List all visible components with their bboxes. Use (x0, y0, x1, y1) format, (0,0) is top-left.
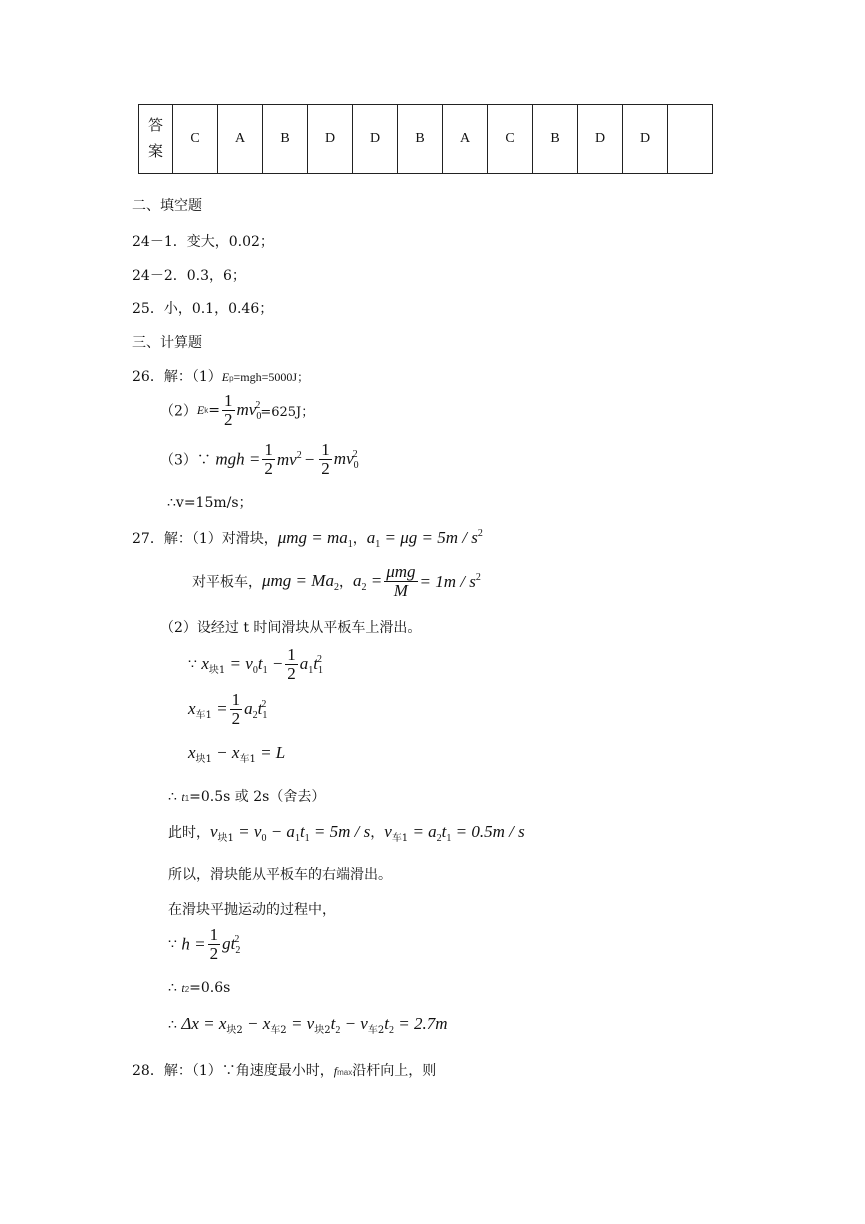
q28-label: 28．解：（1）∵角速度最小时， (132, 1063, 334, 1079)
section-fill-in-heading: 二、填空题 (132, 198, 202, 214)
q27-h-eq (168, 926, 239, 963)
eq-a: = a (408, 822, 437, 841)
q27-eq1b-sup: 2 (477, 528, 483, 539)
q27-eq1a-text: μmg = ma (277, 528, 348, 547)
answer-24-1: 24－1．变大，0.02； (132, 234, 274, 250)
q26-label: 26．解：（1） (132, 369, 222, 385)
a-sub: 1 (294, 833, 300, 844)
q27-eq2-fraction (384, 563, 417, 600)
q27-xb1 (201, 653, 284, 676)
q27-line-1 (132, 528, 483, 550)
q26-ek-sub: k (204, 406, 209, 415)
fraction-denominator: 2 (287, 664, 296, 683)
q26-mv02-sup: 2 (352, 448, 358, 460)
fraction-denominator: 2 (224, 410, 233, 429)
q27-diff (188, 743, 286, 765)
a-var: a (244, 698, 253, 718)
q27-line-2 (192, 563, 481, 600)
answer-cell: C (173, 105, 218, 174)
q26-v0-sub: 0 (256, 410, 262, 422)
q27-x-car-eq (188, 691, 266, 728)
q26-ep-value: =mgh=5000J； (233, 370, 310, 384)
answer-cell: B (398, 105, 443, 174)
t-var: t (384, 1014, 389, 1033)
therefore: ∴ (168, 789, 182, 805)
fraction-denominator: 2 (264, 459, 273, 478)
q26-line-2 (160, 392, 314, 429)
q27-v-block (210, 822, 371, 844)
answer-cell: D (578, 105, 623, 174)
q27-a1t1sq (299, 653, 324, 676)
x-var: x (188, 698, 196, 718)
q27-eq2b-eq: = (366, 570, 383, 590)
q27-eq1b (366, 528, 483, 550)
q26-p2-label: （2） (160, 403, 197, 420)
at-this-time: 此时， (168, 825, 210, 841)
fraction-denominator: 2 (321, 459, 330, 478)
q27-eq1a (277, 528, 353, 550)
therefore: ∴ (168, 1017, 182, 1033)
q26-v0-sup: 2 (255, 399, 261, 411)
q27-comma: ， (352, 531, 367, 547)
t-sup: 2 (317, 653, 323, 665)
q27-t1-result (168, 786, 325, 806)
q26-mgh: mgh = (215, 449, 261, 469)
t-sup: 2 (261, 698, 267, 710)
minus-a: − a (266, 822, 295, 841)
t-sub: 1 (262, 664, 268, 676)
fraction-numerator: 1 (231, 690, 241, 709)
t-sub: 2 (184, 985, 190, 994)
f-sub: max (337, 1068, 353, 1077)
answer-cell: D (353, 105, 398, 174)
fraction-denominator: M (393, 581, 408, 600)
x-sub: 块2 (226, 1025, 243, 1036)
q26-p3-label: （3）∵ (160, 452, 211, 469)
q27-velocity-line (168, 822, 525, 844)
t-var: t (299, 822, 305, 841)
v-sub: 车2 (367, 1025, 385, 1036)
answer-cell: B (263, 105, 308, 174)
q27-xc1 (188, 698, 228, 721)
q28-rest: 沿杆向上，则 (352, 1063, 437, 1079)
t-sub: 2 (335, 1025, 341, 1036)
answer-table (138, 104, 713, 174)
q27-eq2-result (420, 572, 481, 591)
x-var: x (188, 743, 196, 762)
q27-label: 27．解：（1）对滑块， (132, 531, 278, 547)
minus-x: − x (211, 743, 240, 762)
eq-v: = v (286, 1014, 315, 1033)
half-fraction (285, 646, 298, 683)
x-sub: 块1 (195, 754, 212, 765)
minus-v: − v (340, 1014, 368, 1033)
q26-half-fraction (319, 441, 332, 478)
section-calc-heading: 三、计算题 (132, 335, 202, 351)
q26-line-3 (160, 441, 358, 478)
q27-eq2-rest: = 1m / s (419, 571, 476, 591)
because-symbol: ∵ (188, 656, 197, 673)
because-symbol: ∵ (168, 936, 182, 953)
q27-comma: ， (338, 574, 353, 591)
dx-text: Δx = x (181, 1014, 227, 1033)
comma: ， (370, 825, 385, 841)
q27-t2-result (168, 980, 230, 996)
dx-result: = 2.7m (393, 1014, 448, 1033)
t2-value: =0.6s (189, 980, 231, 996)
eq-text: = v (233, 822, 262, 841)
fraction-numerator: 1 (321, 440, 330, 459)
x-sub: 车1 (195, 709, 212, 721)
q26-ek-eq: = (208, 402, 220, 419)
header-char-2: 案 (147, 144, 163, 160)
q27-conclusion: 所以，滑块能从平板车的右端滑出。 (168, 867, 392, 883)
fraction-numerator: 1 (264, 440, 273, 459)
f-symbol: f (333, 1064, 338, 1078)
x-var: x (201, 653, 209, 673)
t-var: t (181, 981, 185, 995)
fraction-numerator: 1 (224, 391, 233, 410)
q27-eq1b-a: a (366, 528, 376, 547)
t-sub: 1 (304, 833, 310, 844)
q26-mv2 (277, 450, 302, 469)
half-fraction (208, 926, 221, 963)
t-sub: 2 (235, 944, 241, 956)
q26-ek-value: =625J； (260, 405, 315, 420)
q27-eq2a-text: μmg = Ma (262, 570, 334, 590)
q27-diff-eq (188, 743, 285, 765)
v-var: v (384, 822, 392, 841)
q26-minus: − (304, 449, 315, 469)
x-sub: 车1 (239, 754, 256, 765)
gt-text: gt (222, 933, 236, 953)
a-sub: 2 (436, 833, 442, 844)
answer-row (139, 105, 713, 174)
t-var: t (257, 698, 263, 718)
q27-eq2a (262, 570, 339, 593)
q27-eq2-sup: 2 (475, 571, 481, 583)
t-sub: 1 (446, 833, 452, 844)
q26-ep-symbol: E (221, 370, 230, 384)
t-sub: 1 (262, 709, 268, 721)
v-sub: 车1 (391, 833, 409, 844)
v-block-result: = 5m / s (309, 822, 371, 841)
q27-eq2b (352, 570, 383, 593)
q27-eq2b-sub: 2 (361, 581, 367, 593)
answer-header-cell (139, 105, 173, 174)
q28-line-1 (132, 1060, 436, 1080)
q27-x-block-eq (188, 646, 322, 683)
h-eq: h = (181, 934, 206, 954)
v0-sub: 0 (252, 664, 258, 676)
q27-eq1b-rest: = μg = 5m / s (380, 528, 478, 547)
t-sub: 1 (184, 794, 190, 803)
q27-dx-eq (181, 1014, 448, 1036)
answer-cell: B (533, 105, 578, 174)
q26-mv02-sub: 0 (353, 459, 359, 471)
q27-part-2: （2）设经过 t 时间滑块从平板车上滑出。 (160, 620, 422, 636)
fraction-denominator: 2 (231, 709, 241, 728)
t-var: t (257, 653, 263, 673)
q26-half-fraction (262, 441, 275, 478)
q26-ep-sub: p (229, 374, 234, 383)
v-sub: 块2 (314, 1025, 331, 1036)
v0-sub: 0 (261, 833, 267, 844)
q27-eq1a-sub: 1 (347, 539, 353, 550)
answer-cell: D (308, 105, 353, 174)
t-sub: 1 (318, 664, 324, 676)
t-var: t (330, 1014, 336, 1033)
q26-result: ∴v=15m/s； (167, 495, 253, 511)
q26-ek-symbol: E (196, 403, 205, 417)
answer-cell: A (443, 105, 488, 174)
a-sub: 1 (308, 664, 314, 676)
q27-eq2b-a: a (352, 570, 362, 590)
eq-L: = L (255, 743, 286, 762)
q26-mv02 (333, 448, 359, 471)
minus: − (267, 653, 284, 673)
x-sub: 块1 (208, 664, 226, 676)
v-sub: 块1 (217, 833, 234, 844)
q26-mv2-sup: 2 (296, 449, 302, 461)
t-var: t (313, 653, 319, 673)
q27-dx-line (168, 1014, 447, 1036)
q27-a2t1sq (244, 698, 268, 721)
t1-value: =0.5s 或 2s（舍去） (189, 789, 326, 805)
q27-eq1b-sub: 1 (375, 539, 381, 550)
t-var: t (441, 822, 447, 841)
q27-projectile-intro: 在滑块平抛运动的过程中， (168, 902, 336, 918)
answer-25: 25．小，0.1，0.46； (132, 301, 274, 317)
answer-cell: C (488, 105, 533, 174)
v-car-result: = 0.5m / s (451, 822, 525, 841)
q26-mv (236, 399, 262, 422)
x-sub: 车2 (270, 1025, 287, 1036)
half-fraction (230, 691, 243, 728)
answer-cell: D (623, 105, 668, 174)
a-sub: 2 (252, 709, 258, 721)
minus-x: − x (242, 1014, 271, 1033)
v-var: v (210, 822, 218, 841)
t-sup: 2 (234, 933, 240, 945)
eq-text: = (211, 698, 228, 718)
a-var: a (299, 653, 309, 673)
q27-gt2 (222, 933, 241, 956)
t-var: t (181, 790, 185, 804)
q27-v-car (384, 822, 525, 844)
fraction-numerator: 1 (209, 925, 219, 944)
fraction-denominator: 2 (209, 944, 219, 963)
therefore: ∴ (168, 980, 182, 996)
fraction-numerator: 1 (287, 645, 296, 664)
answer-cell: A (218, 105, 263, 174)
q26-mv2-text: mv (276, 449, 297, 469)
q26-mv-text: mv (236, 399, 257, 419)
answer-cell (668, 105, 713, 174)
answer-24-2: 24－2．0.3，6； (132, 268, 246, 284)
q27-eq2a-sub: 2 (333, 581, 339, 593)
q26-half-fraction (222, 392, 235, 429)
eq-text: = v (225, 653, 253, 673)
q26-line-1 (132, 366, 309, 386)
q26-mv02-text: mv (333, 448, 354, 468)
q27-l2-label: 对平板车， (192, 574, 262, 591)
header-char-1: 答 (147, 118, 163, 134)
fraction-numerator: μmg (386, 562, 416, 581)
t-sub: 2 (388, 1025, 394, 1036)
